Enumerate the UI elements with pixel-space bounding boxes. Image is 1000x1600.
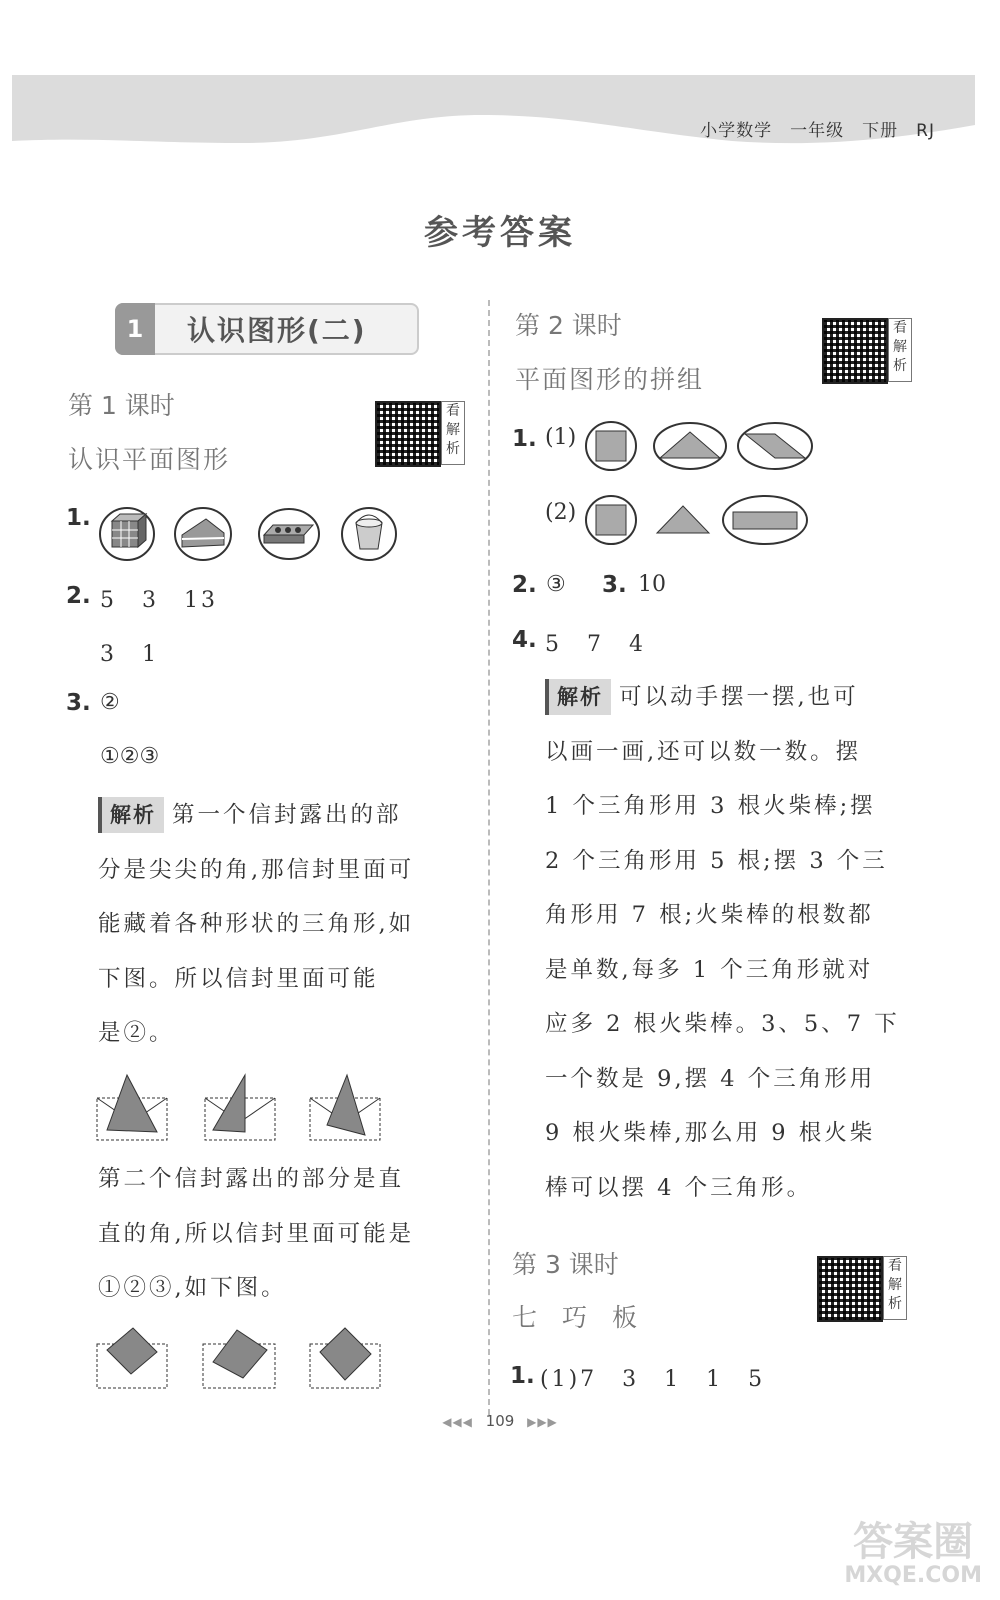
cake-slice-icon [175, 508, 231, 560]
qr-code-icon[interactable] [822, 318, 888, 384]
q4-answer: 5 7 4 [545, 632, 646, 657]
analysis-line: 9 根火柴棒,那么用 9 根火柴 [545, 1120, 876, 1146]
question-number: 1. [66, 505, 91, 531]
lesson-3-topic: 七 巧 板 [512, 1303, 638, 1332]
bucket-icon [342, 508, 396, 560]
analysis-line: 是②。 [98, 1020, 175, 1046]
analysis-tag: 解析 [545, 679, 611, 715]
analysis-line: 第一个信封露出的部 [172, 802, 402, 828]
analysis-line: 应多 2 根火柴棒。3、5、7 下 [545, 1011, 900, 1037]
lesson-1-topic: 认识平面图形 [68, 445, 231, 474]
chocolate-box-icon [259, 509, 319, 559]
analysis-block-3 [545, 670, 915, 1215]
envelope-icon [205, 1075, 275, 1140]
question-number: 4. [512, 627, 537, 653]
analysis-line: 棒可以摆 4 个三角形。 [545, 1174, 813, 1201]
analysis-line: 是单数,每多 1 个三角形就对 [545, 956, 874, 983]
question-number: 3. [602, 572, 627, 598]
analysis-line: 能藏着各种形状的三角形,如 [98, 911, 415, 937]
q2-answer-line-2: 3 1 [100, 642, 159, 667]
page-title: 参考答案 [424, 213, 576, 253]
lesson-2-heading: 第 2 课时 [515, 311, 622, 340]
question-number: 2. [66, 583, 91, 609]
qr-code-icon[interactable] [817, 1256, 883, 1322]
qr-code-icon[interactable] [375, 401, 441, 467]
page-number: 109 [485, 1412, 515, 1430]
qr-label: 看解析 [441, 401, 465, 465]
analysis-line: 1 个三角形用 3 根火柴棒;摆 [545, 793, 876, 819]
lesson-1-heading: 第 1 课时 [68, 391, 175, 420]
q2-answer-line-1: 5 3 13 [100, 588, 218, 613]
analysis-line: 下图。所以信封里面可能 [98, 965, 379, 992]
analysis-line: 分是尖尖的角,那信封里面可 [98, 856, 415, 883]
analysis-line: 2 个三角形用 5 根;摆 3 个三 [545, 847, 888, 874]
header-subtitle: 小学数学 一年级 下册 RJ [700, 121, 935, 141]
q1-sub-label: (2) [545, 500, 577, 525]
page-footer [0, 1412, 1000, 1430]
q3-answer: 10 [638, 572, 666, 597]
analysis-tag: 解析 [98, 797, 164, 833]
next-arrows-icon: ▶▶▶ [527, 1415, 558, 1429]
question-number: 1. [510, 1363, 535, 1389]
analysis-line: ①②③,如下图。 [98, 1275, 287, 1301]
envelope-triangles-figure [95, 1070, 395, 1145]
envelope-quadrilaterals-figure [95, 1322, 395, 1392]
analysis-block-2 [98, 1152, 468, 1316]
lesson-3-heading: 第 3 课时 [512, 1250, 619, 1279]
rubiks-cube-icon [100, 508, 154, 560]
analysis-line: 一个数是 9,摆 4 个三角形用 [545, 1065, 876, 1092]
envelope-icon [97, 1075, 167, 1140]
lesson-2-topic: 平面图形的拼组 [515, 365, 705, 394]
q3-answer-line-2: ①②③ [100, 744, 160, 769]
watermark-logo: 答案圈 MXQE.COM [844, 1519, 982, 1588]
q5-answer: (1)7 3 1 1 5 [540, 1367, 766, 1392]
unit-number: 1 [115, 303, 155, 355]
prev-arrows-icon: ◀◀◀ [442, 1415, 473, 1429]
envelope-icon [310, 1328, 380, 1388]
analysis-line: 可以动手摆一摆,也可 [619, 684, 859, 710]
q2-answer: ③ [546, 572, 566, 597]
question-number: 2. [512, 572, 537, 598]
envelope-icon [203, 1330, 275, 1388]
analysis-line: 角形用 7 根;火柴棒的根数都 [545, 902, 874, 928]
unit-badge [115, 303, 415, 351]
q1-answer-icons [98, 505, 398, 563]
envelope-icon [310, 1075, 380, 1140]
q3-answer-line-1: ② [100, 690, 120, 715]
envelope-icon [97, 1328, 167, 1388]
analysis-block-1 [98, 788, 468, 1061]
qr-label: 看解析 [888, 318, 912, 382]
analysis-line: 以画一画,还可以数一数。摆 [545, 738, 862, 765]
question-number: 3. [66, 690, 91, 716]
question-number: 1. [512, 426, 537, 452]
column-divider [488, 300, 490, 1415]
analysis-line: 直的角,所以信封里面可能是 [98, 1220, 415, 1247]
shape-groups-figure [585, 420, 815, 555]
analysis-line: 第二个信封露出的部分是直 [98, 1166, 405, 1192]
unit-name: 认识图形(二) [187, 314, 367, 347]
qr-label: 看解析 [883, 1256, 907, 1320]
q1-sub-label: (1) [545, 425, 577, 450]
